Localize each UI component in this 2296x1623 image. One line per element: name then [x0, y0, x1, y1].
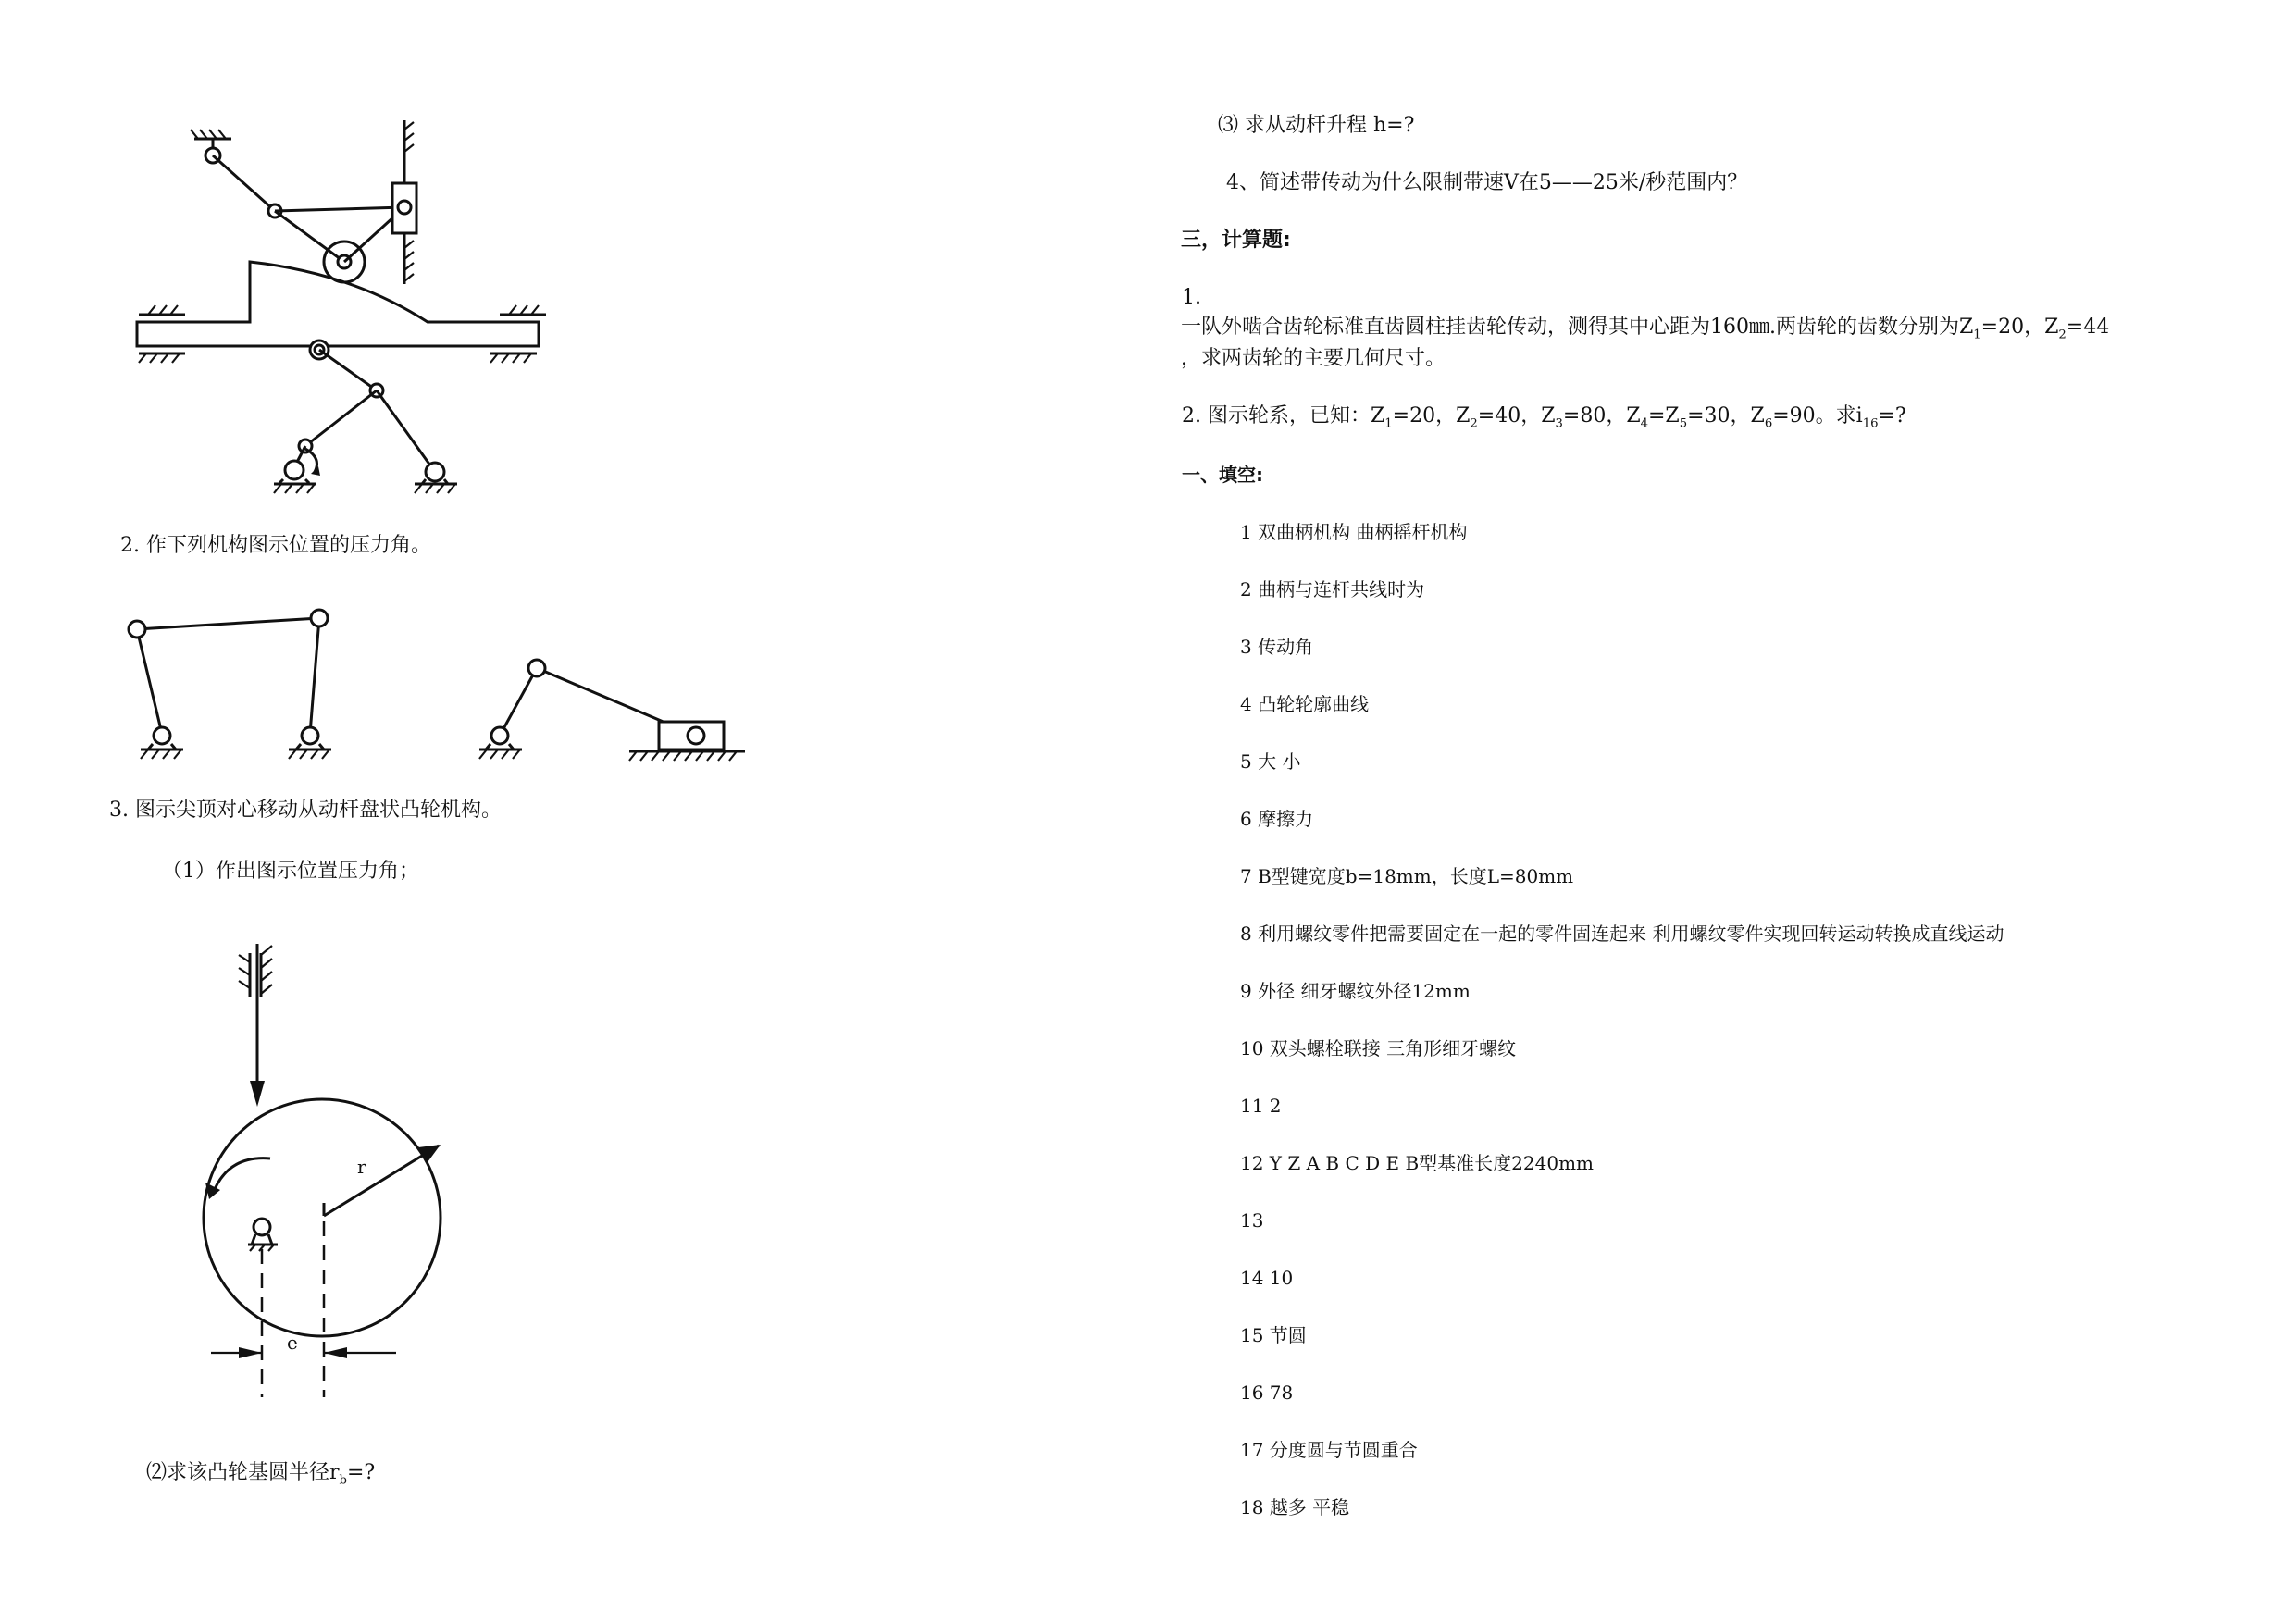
calc-1-line-1: 一队外啮合齿轮标准直齿圆柱挂齿轮传动，测得其中心距为160㎜.两齿轮的齿数分别为$Z_1=20$，$Z_2=44$ — [1181, 316, 2110, 342]
answer-item: 12 Y Z A B C D E B型基准长度2240mm — [1240, 1152, 1595, 1174]
answer-item: 10 双头螺栓联接 三角形细牙螺纹 — [1240, 1037, 1517, 1059]
question-3-sub3: ⑶ 求从动杆升程 h=? — [1218, 114, 1415, 137]
answer-item: 3 传动角 — [1240, 636, 1314, 658]
answer-item: 15 节圆 — [1240, 1324, 1307, 1346]
answer-item: 1 双曲柄机构 曲柄摇杆机构 — [1240, 521, 1468, 543]
answer-item: 4 凸轮轮廓曲线 — [1240, 693, 1370, 715]
answer-item: 7 B型键宽度b=18mm，长度L=80mm — [1240, 865, 1574, 887]
question-2-text: 2. 作下列机构图示位置的压力角。 — [120, 534, 431, 557]
calc-2-text: 2. 图示轮系，已知：$Z_1=20$，$Z_2=40$，$Z_3=80$，$Z_4=Z_5=30$，$Z_6=90$。求$i_{16}=$? — [1182, 404, 1906, 431]
section-3-title: 三，计算题: — [1181, 229, 1291, 252]
answer-item: 5 大 小 — [1240, 750, 1301, 773]
question-3-sub2: ⑵求该凸轮基圆半径$r_b=$? — [146, 1461, 376, 1488]
answer-item: 9 外径 细牙螺纹外径12mm — [1240, 980, 1471, 1002]
answer-item: 6 摩擦力 — [1240, 808, 1314, 830]
calc-1-number: 1. — [1182, 286, 1201, 309]
question-4-text: 4、简述带传动为什么限制带速V在5——25米/秒范围内？ — [1226, 171, 1748, 194]
calc-1-line-2: ，求两齿轮的主要几何尺寸。 — [1181, 347, 1446, 370]
answer-item: 8 利用螺纹零件把需要固定在一起的零件固连起来 利用螺纹零件实现回转运动转换成直线运动 — [1240, 923, 2004, 945]
question-3-text: 3. 图示尖顶对心移动从动杆盘状凸轮机构。 — [109, 799, 502, 822]
cam-diagram — [0, 0, 481, 1406]
cam-label-e: e — [287, 1332, 298, 1354]
answer-item: 14 10 — [1240, 1267, 1294, 1289]
question-3-sub1: （1）作出图示位置压力角； — [162, 860, 419, 883]
cam-label-r: r — [357, 1156, 366, 1178]
answer-item: 2 曲柄与连杆共线时为 — [1240, 578, 1425, 601]
answer-item: 11 2 — [1240, 1095, 1282, 1117]
section-1-title: 一、填空: — [1182, 464, 1263, 486]
answer-item: 18 越多 平稳 — [1240, 1496, 1350, 1518]
answer-item: 13 — [1240, 1209, 1264, 1232]
answer-item: 17 分度圆与节圆重合 — [1240, 1439, 1418, 1461]
answer-item: 16 78 — [1240, 1381, 1294, 1404]
